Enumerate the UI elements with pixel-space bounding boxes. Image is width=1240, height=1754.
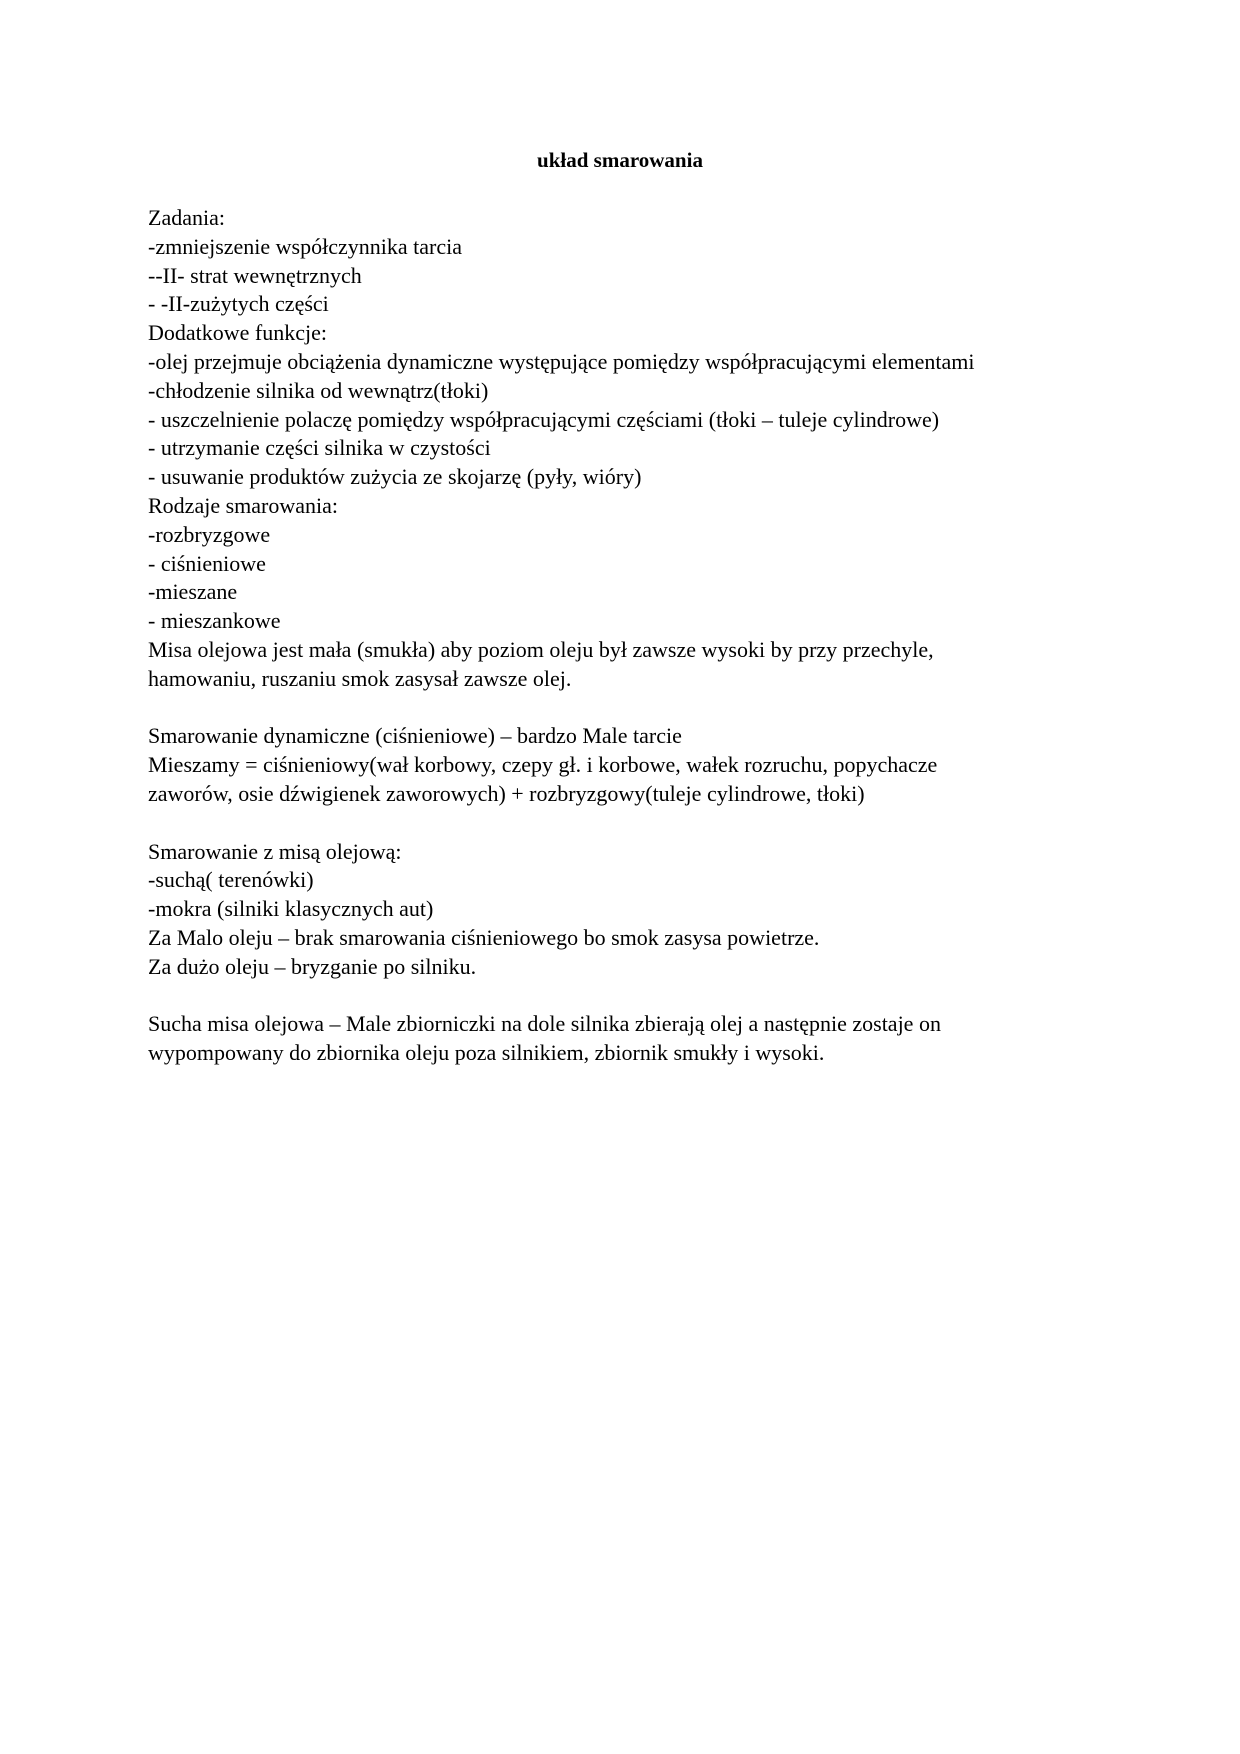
text-line: hamowaniu, ruszaniu smok zasysał zawsze olej. — [148, 665, 572, 691]
text-line: Misa olejowa jest mała (smukła) aby poziom oleju był zawsze wysoki by przy przechyle, — [148, 636, 934, 662]
text-line: - mieszankowe — [148, 608, 281, 634]
blank-line — [148, 694, 1148, 723]
text-line: Dodatkowe funkcje: — [148, 320, 327, 346]
text-line: Zadania: — [148, 205, 225, 230]
text-line: zaworów, osie dźwigienek zaworowych) + rozbryzgowy(tuleje cylindrowe, tłoki) — [148, 780, 865, 806]
text-line: - ciśnieniowe — [148, 550, 266, 576]
text-line: - uszczelnienie polaczę pomiędzy współpracującymi częściami (tłoki – tuleje cylindrowe) — [148, 406, 940, 432]
text-line: -zmniejszenie współczynnika tarcia — [148, 233, 462, 259]
text-line: - utrzymanie części silnika w czystości — [148, 435, 491, 461]
text-line: wypompowany do zbiornika oleju poza silnikiem, zbiornik smukły i wysoki. — [148, 1040, 825, 1066]
text-line: -mokra (silniki klasycznych aut) — [148, 896, 434, 922]
text-line: Smarowanie z misą olejową: — [148, 838, 402, 864]
blank-line — [148, 809, 1148, 838]
text-line: Za dużo oleju – bryzganie po silniku. — [148, 953, 477, 979]
text-line: -mieszane — [148, 579, 238, 605]
text-line: --II- strat wewnętrznych — [148, 262, 362, 288]
text-line: - -II-zużytych części — [148, 291, 329, 317]
blank-line — [148, 982, 1148, 1011]
text-line: -olej przejmuje obciążenia dynamiczne występujące pomiędzy współpracującymi elementami — [148, 348, 975, 374]
document-body — [148, 204, 1148, 1068]
text-line: -rozbryzgowe — [148, 521, 271, 547]
text-line: Za Malo oleju – brak smarowania ciśnieniowego bo smok zasysa powietrze. — [148, 924, 820, 950]
text-line: Mieszamy = ciśnieniowy(wał korbowy, czepy gł. i korbowe, wałek rozruchu, popychacze — [148, 752, 938, 778]
text-line: Sucha misa olejowa – Male zbiorniczki na dole silnika zbierają olej a następnie zostaje on — [148, 1011, 941, 1037]
text-line: Smarowanie dynamiczne (ciśnieniowe) – bardzo Male tarcie — [148, 723, 682, 749]
text-line: -suchą( terenówki) — [148, 867, 314, 893]
text-line: -chłodzenie silnika od wewnątrz(tłoki) — [148, 377, 489, 403]
text-line: - usuwanie produktów zużycia ze skojarzę (pyły, wióry) — [148, 464, 642, 490]
text-line: Rodzaje smarowania: — [148, 492, 338, 518]
document-title: układ smarowania — [537, 148, 703, 172]
